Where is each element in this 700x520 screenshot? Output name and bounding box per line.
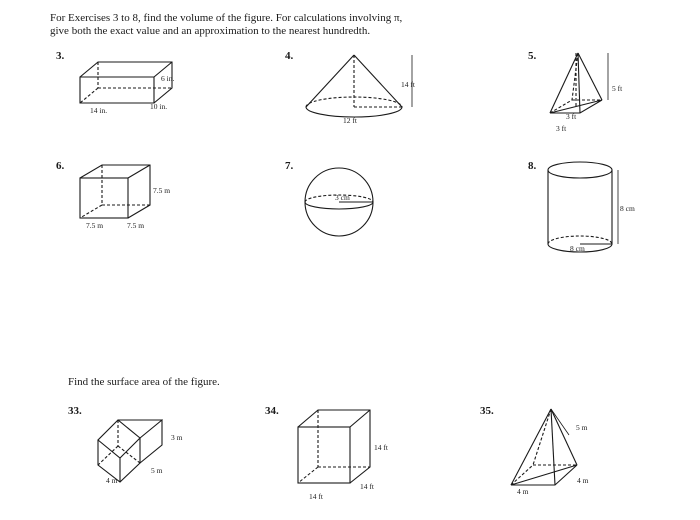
exercise-6-length-label: 7.5 m [86,221,104,230]
exercise-5-height-label: 5 ft [612,84,623,93]
instructions-line-1: For Exercises 3 to 8, find the volume of the figure. For calculations involving π, [50,12,403,24]
exercise-6-width-label: 7.5 m [127,221,145,230]
exercise-33-length-label: 4 m [106,476,118,485]
instructions [50,12,610,38]
exercise-35-slant-height-label: 5 m [576,423,588,432]
exercise-6-height-label: 7.5 m [153,186,171,195]
exercise-3-height-label: 6 in. [161,74,175,83]
exercise-5-base-label-2: 3 ft [556,124,567,133]
exercise-34-width-label: 14 ft [360,482,374,491]
exercise-35-number: 35. [480,405,494,417]
exercise-7-radius-label: 3 cm [335,193,350,202]
exercise-35-base-label-2: 4 m [577,476,589,485]
exercise-4-diameter-label: 12 ft [343,116,357,125]
exercise-3-width-label: 10 in. [150,102,168,111]
exercise-5-number: 5. [528,50,537,62]
exercise-8-diameter-label: 8 cm [570,244,585,253]
exercise-5-base-label-1: 3 ft [566,112,577,121]
exercise-4-height-label: 14 ft [401,80,415,89]
exercise-33-width-label: 5 m [151,466,163,475]
exercise-33-height-label: 3 m [171,433,183,442]
exercise-7-number: 7. [285,160,294,172]
exercise-34-number: 34. [265,405,279,417]
exercise-34-height-label: 14 ft [374,443,388,452]
exercise-35-base-label-1: 4 m [517,487,529,496]
exercise-6-number: 6. [56,160,65,172]
surface-area-heading: Find the surface area of the figure. [68,376,220,388]
exercise-33-prism-figure [92,410,182,485]
exercise-8-height-label: 8 cm [620,204,635,213]
exercise-6-cube-figure [72,160,162,225]
exercise-34-length-label: 14 ft [309,492,323,501]
exercise-33-number: 33. [68,405,82,417]
exercise-8-number: 8. [528,160,537,172]
exercise-4-number: 4. [285,50,294,62]
exercise-3-number: 3. [56,50,65,62]
exercise-4-cone-figure [300,50,420,130]
instructions-line-2: give both the exact value and an approximation to the nearest hundredth. [50,25,371,37]
exercise-3-length-label: 14 in. [90,106,108,115]
